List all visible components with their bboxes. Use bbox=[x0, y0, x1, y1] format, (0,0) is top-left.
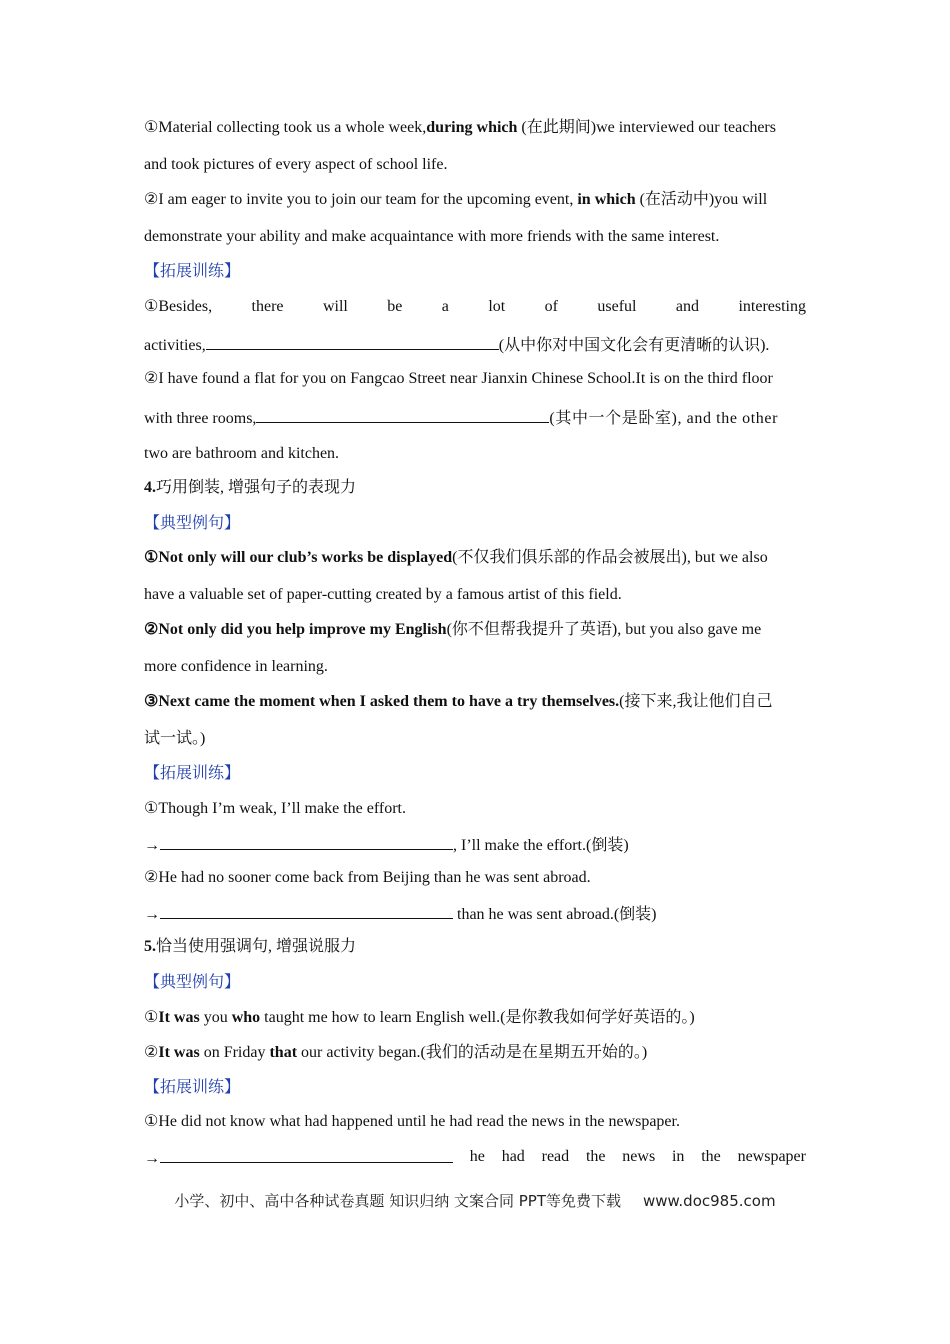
section-4-title: 4.巧用倒装, 增强句子的表现力 bbox=[144, 479, 357, 496]
word: will bbox=[322, 298, 348, 315]
word: the bbox=[585, 1148, 606, 1165]
practice-item-2-end: two are bathroom and kitchen. bbox=[144, 445, 340, 462]
practice-item-1: ①He did not know what had happened until he had read the news in the newspaper. bbox=[144, 1113, 680, 1130]
practice-answer-2: → than he was sent abroad.(倒装) bbox=[144, 902, 806, 926]
example-sentence-3: ③Next came the moment when I asked them to have a try themselves.(接下来,我让他们自己 bbox=[144, 693, 773, 710]
example-sentence-1-cont: and took pictures of every aspect of school life. bbox=[144, 156, 448, 173]
word: and bbox=[675, 298, 700, 315]
answer-blank[interactable] bbox=[160, 833, 453, 850]
example-heading: 【典型例句】 bbox=[144, 515, 241, 532]
example-sentence-2: ②Not only did you help improve my English(你不但帮我提升了英语), but you also gave me bbox=[144, 621, 762, 638]
example-sentence-1: ①It was you who taught me how to learn English well.(是你教我如何学好英语的。) bbox=[144, 1009, 695, 1026]
answer-blank[interactable] bbox=[160, 1146, 453, 1163]
word: the bbox=[701, 1148, 721, 1165]
answer-blank[interactable] bbox=[206, 333, 499, 350]
page-footer: 小学、初中、高中各种试卷真题 知识归纳 文案合同 PPT等免费下载 www.doc985.com bbox=[174, 1192, 776, 1210]
practice-item-1 bbox=[144, 296, 806, 318]
example-sentence-3-cont: 试一试。) bbox=[144, 730, 206, 747]
practice-heading: 【拓展训练】 bbox=[144, 765, 241, 782]
practice-item-2-cont: with three rooms, (其中一个是卧室), and the other bbox=[144, 406, 806, 430]
word: useful bbox=[597, 298, 637, 315]
word: a bbox=[441, 298, 449, 315]
example-sentence-1-cont: have a valuable set of paper-cutting created by a famous artist of this field. bbox=[144, 586, 622, 603]
word: had bbox=[501, 1148, 525, 1165]
word: in bbox=[671, 1148, 685, 1165]
practice-heading: 【拓展训练】 bbox=[144, 263, 241, 280]
practice-item-2: ②He had no sooner come back from Beijing than he was sent abroad. bbox=[144, 869, 591, 886]
practice-heading: 【拓展训练】 bbox=[144, 1079, 241, 1096]
practice-item-1: ①Though I’m weak, I’ll make the effort. bbox=[144, 800, 406, 817]
word: read bbox=[541, 1148, 570, 1165]
practice-answer-1: → , I’ll make the effort.(倒装) bbox=[144, 833, 806, 857]
example-sentence-1: ①Not only will our club’s works be displayed(不仅我们俱乐部的作品会被展出), but we also bbox=[144, 549, 768, 566]
practice-item-2: ②I have found a flat for you on Fangcao Street near Jianxin Chinese School.It is on the third floor bbox=[144, 370, 773, 387]
example-sentence-2-cont: more confidence in learning. bbox=[144, 658, 328, 675]
example-sentence-2-cont: demonstrate your ability and make acquaintance with more friends with the same interest. bbox=[144, 228, 720, 245]
word: he bbox=[469, 1148, 485, 1165]
word: interesting bbox=[738, 298, 806, 315]
word: of bbox=[544, 298, 558, 315]
example-sentence-2: ②I am eager to invite you to join our team for the upcoming event, in which (在活动中)you will bbox=[144, 191, 768, 208]
practice-answer-1: → he had read the news in the newspaper bbox=[144, 1146, 806, 1170]
word: be bbox=[387, 298, 403, 315]
word: news bbox=[622, 1148, 656, 1165]
word: newspaper bbox=[737, 1148, 806, 1165]
word: there bbox=[251, 298, 284, 315]
practice-item-1-cont: activities, (从中你对中国文化会有更清晰的认识). bbox=[144, 333, 806, 357]
example-sentence-2: ②It was on Friday that our activity began.(我们的活动是在星期五开始的。) bbox=[144, 1044, 648, 1061]
word: lot bbox=[488, 298, 506, 315]
example-sentence-1: ①Material collecting took us a whole week,during which (在此期间)we interviewed our teachers bbox=[144, 119, 776, 136]
answer-blank[interactable] bbox=[256, 406, 549, 423]
word: ①Besides, bbox=[144, 298, 213, 315]
example-heading: 【典型例句】 bbox=[144, 974, 241, 991]
answer-blank[interactable] bbox=[160, 902, 453, 919]
section-5-title: 5.恰当使用强调句, 增强说服力 bbox=[144, 938, 357, 955]
